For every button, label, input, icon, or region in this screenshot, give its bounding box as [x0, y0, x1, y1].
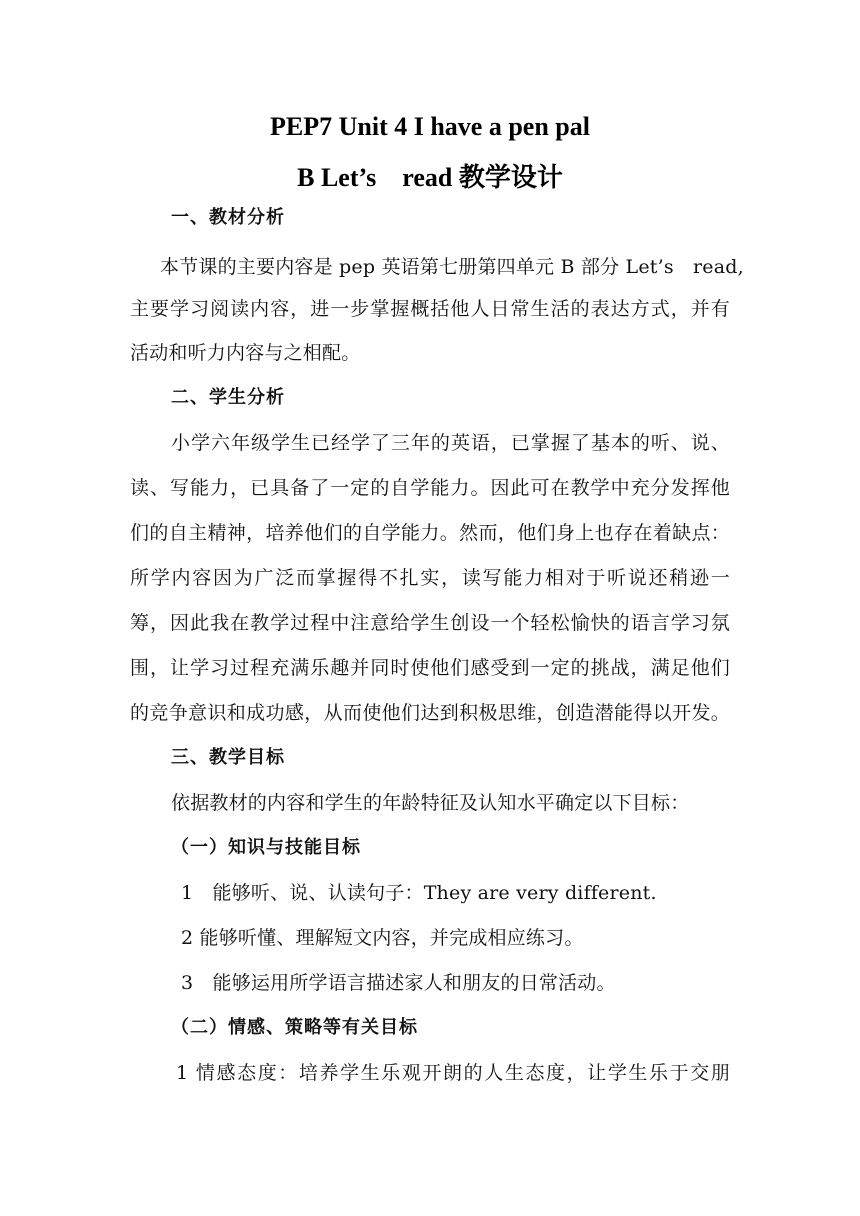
section-heading-textbook-analysis: 一、教材分析: [171, 207, 285, 228]
list-item: 2 能够听懂、理解短文内容，并完成相应练习。: [181, 927, 584, 949]
section-heading-teaching-objectives: 三、教学目标: [171, 747, 285, 768]
paragraph-line: 筹，因此我在教学过程中注意给学生创设一个轻松愉快的语言学习氛: [130, 612, 730, 634]
list-item: 1 能够听、说、认读句子：They are very different.: [181, 882, 657, 904]
paragraph-line: 围，让学习过程充满乐趣并同时使他们感受到一定的挑战，满足他们: [130, 657, 730, 679]
paragraph-line: 主要学习阅读内容，进一步掌握概括他人日常生活的表达方式，并有: [130, 298, 730, 320]
section-heading-student-analysis: 二、学生分析: [171, 387, 285, 408]
paragraph-line: 本节课的主要内容是 pep 英语第七册第四单元 B 部分 Let’s read,: [160, 256, 744, 278]
paragraph-line: 依据教材的内容和学生的年龄特征及认知水平确定以下目标：: [171, 792, 690, 814]
subsection-heading-knowledge-skills: （一）知识与技能目标: [171, 837, 361, 858]
paragraph-line: 读、写能力，已具备了一定的自学能力。因此可在教学中充分发挥他: [130, 477, 730, 499]
paragraph-line: 小学六年级学生已经学了三年的英语，已掌握了基本的听、说、: [171, 432, 730, 454]
paragraph-line: 的竞争意识和成功感，从而使他们达到积极思维，创造潜能得以开发。: [130, 702, 730, 724]
paragraph-line: 所学内容因为广泛而掌握得不扎实，读写能力相对于听说还稍逊一: [130, 567, 730, 589]
list-item: 1 情感态度：培养学生乐观开朗的人生态度，让学生乐于交朋: [176, 1062, 730, 1084]
list-item: 3 能够运用所学语言描述家人和朋友的日常活动。: [181, 972, 616, 994]
subsection-heading-emotion-strategy: （二）情感、策略等有关目标: [171, 1017, 418, 1038]
paragraph-line: 活动和听力内容与之相配。: [130, 342, 361, 364]
document-title: PEP7 Unit 4 I have a pen pal: [270, 112, 590, 141]
document-subtitle: B Let’s read 教学设计: [297, 163, 563, 192]
paragraph-line: 们的自主精神，培养他们的自学能力。然而，他们身上也存在着缺点：: [130, 522, 730, 544]
